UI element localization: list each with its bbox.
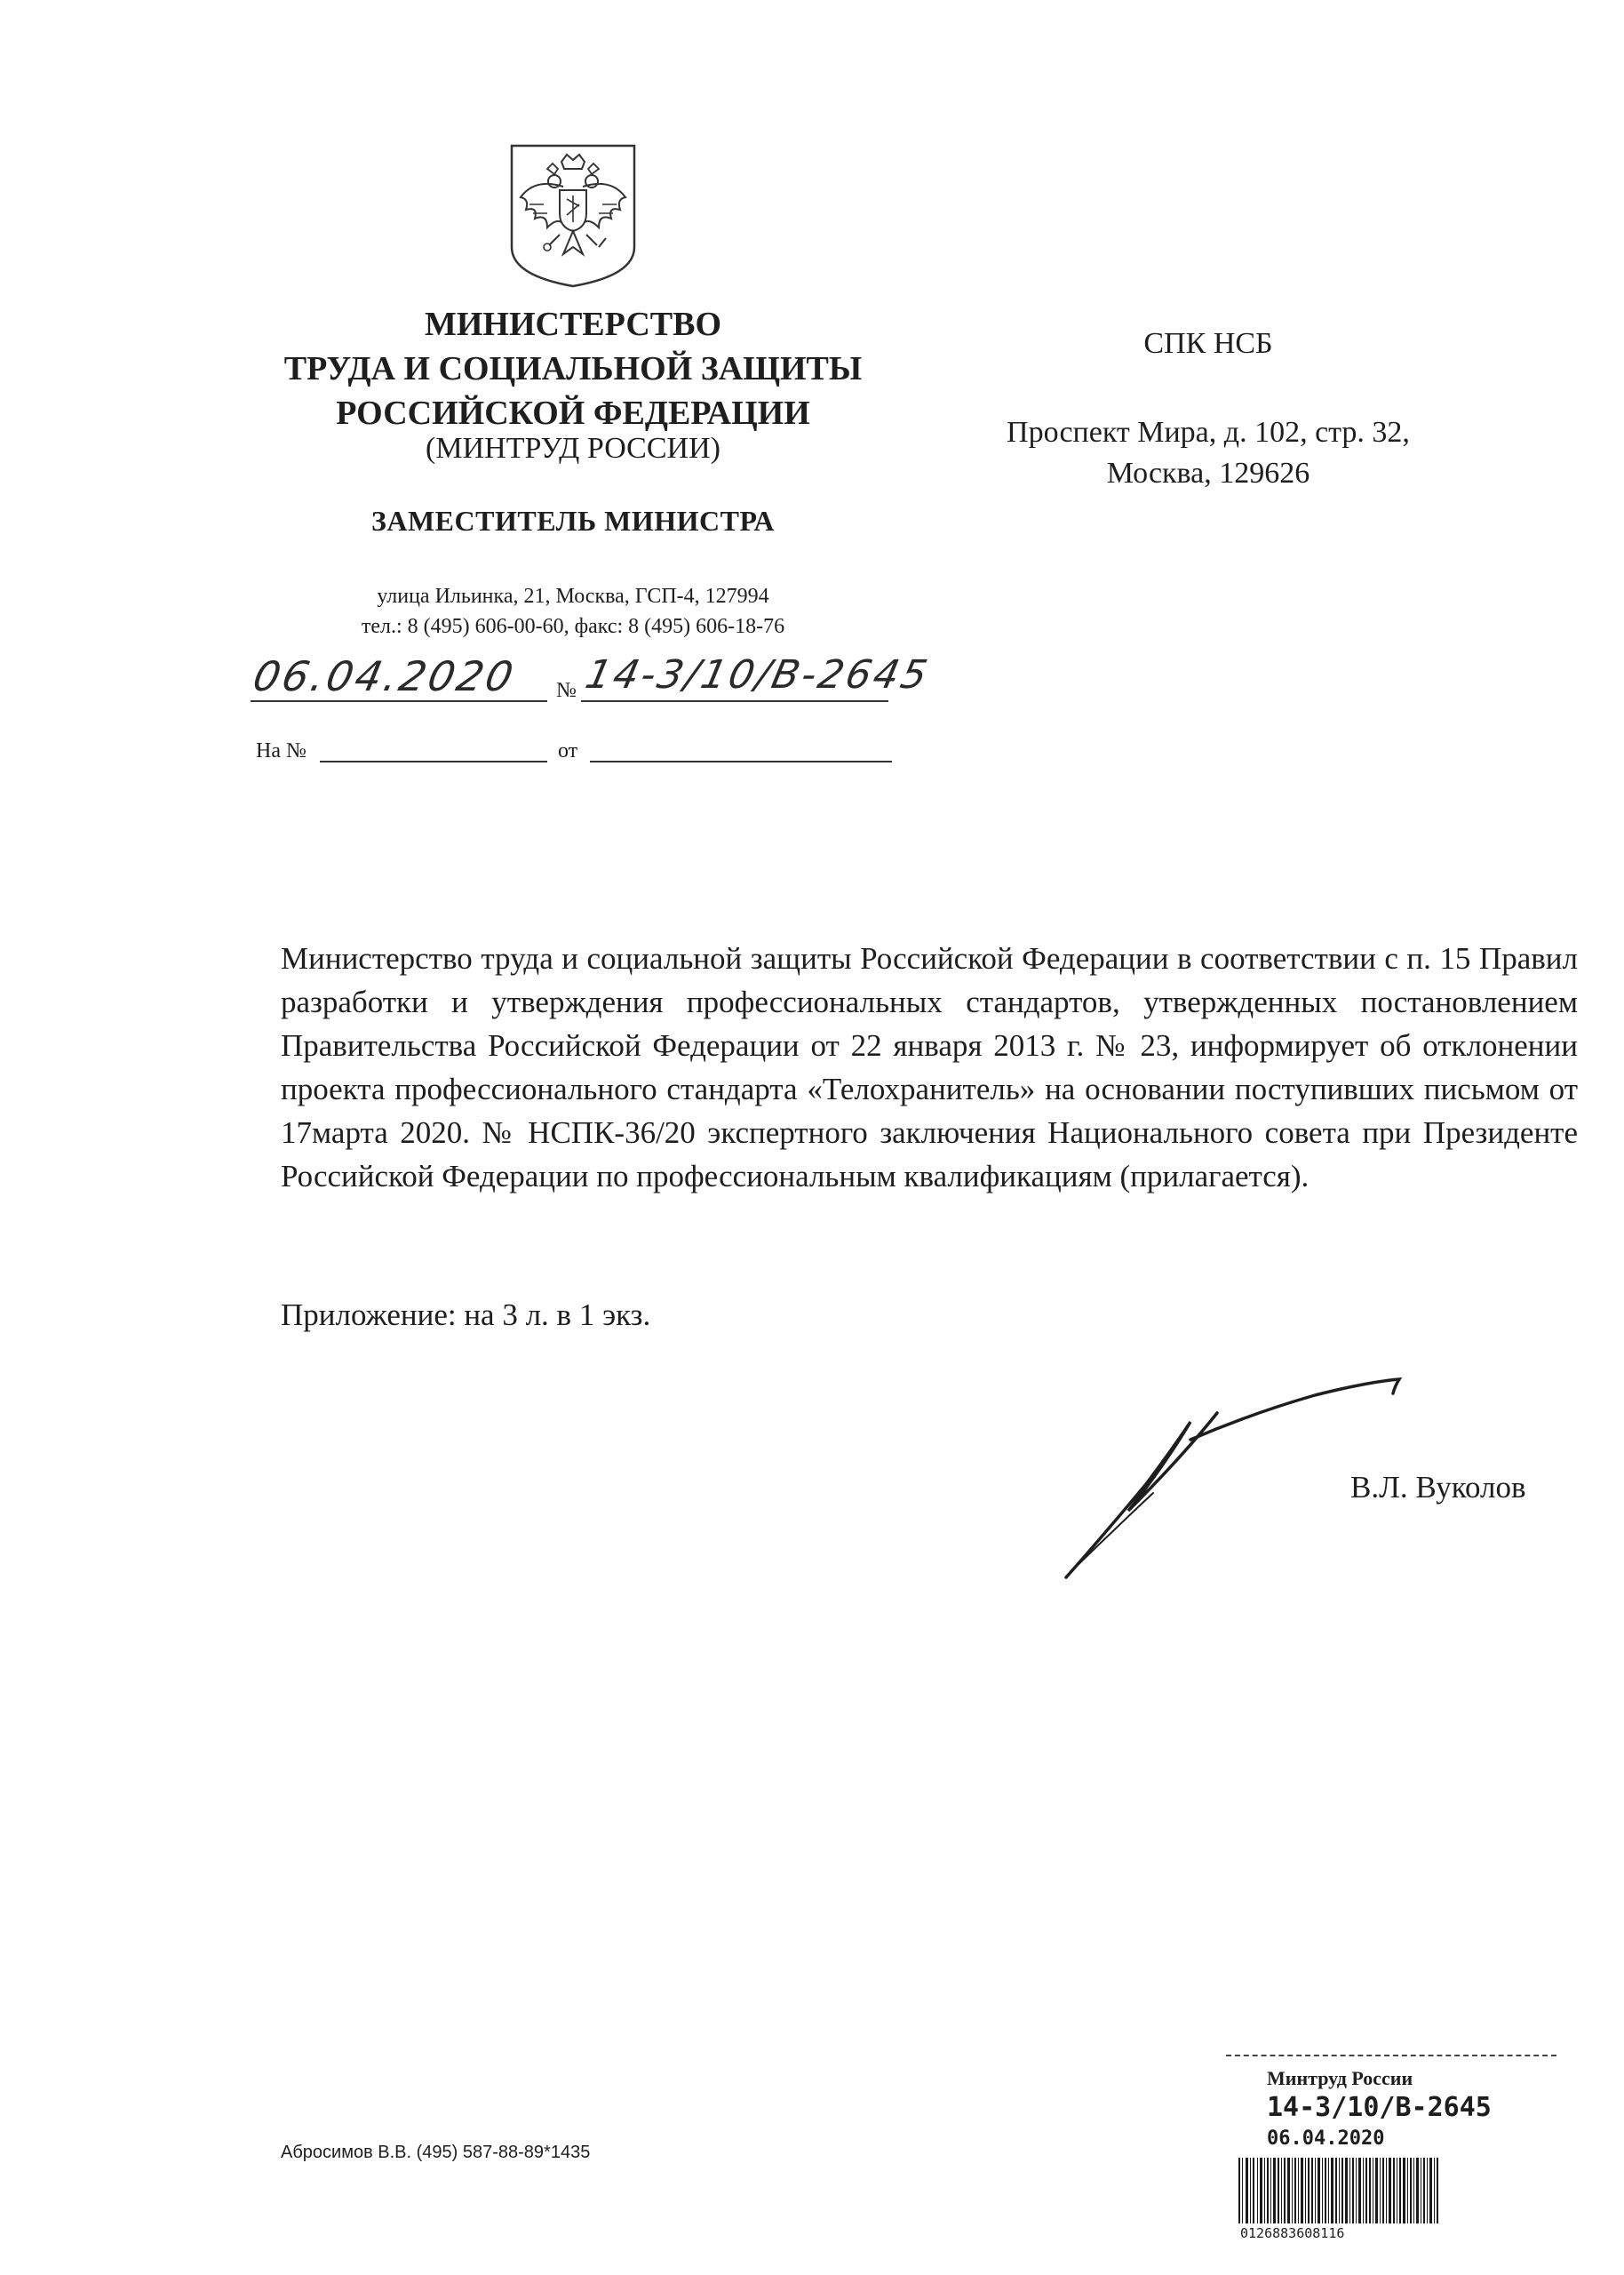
ministry-short-name: (МИНТРУД РОССИИ)	[426, 432, 720, 465]
ministry-name-line3: РОССИЙСКОЙ ФЕДЕРАЦИИ	[336, 395, 810, 432]
executor-info: Абросимов В.В. (495) 587-88-89*1435	[281, 2143, 591, 2162]
number-underline	[581, 700, 888, 702]
letter-number: 14-3/10/В-2645	[581, 652, 934, 698]
attachment-note: Приложение: на 3 л. в 1 экз.	[281, 1297, 651, 1332]
registration-stamp	[1226, 2051, 1556, 2255]
signer-name: В.Л. Вуколов	[1350, 1470, 1526, 1505]
stamp-barcode	[1237, 2158, 1441, 2223]
reference-date-field	[590, 761, 892, 762]
stamp-barcode-number: 0126883608116	[1240, 2225, 1345, 2241]
number-label: №	[556, 679, 577, 702]
body-paragraph: Министерство труда и социальной защиты Российской Федерации в соответствии с п. 15 Правил разработки и утверждения профессиональных стандартов, утвержденных постановлением Правительства Российской Федерации от 22 января 2013 г. № 23, информирует об отклонении проекта профессионального стандарта «Телохранитель» на основании поступивших письмом от 17марта 2020. № НСПК-36/20 экспертного заключения Национального совета при Президенте Российской Федерации по профессиональным квалификациям (прилагается).	[281, 941, 1578, 1193]
letter-body	[281, 937, 1578, 1198]
ministry-name-line2: ТРУДА И СОЦИАЛЬНОЙ ЗАЩИТЫ	[283, 350, 863, 387]
stamp-organization: Минтруд России	[1267, 2067, 1413, 2089]
ministry-phones: тел.: 8 (495) 606-00-60, факс: 8 (495) 606-18-76	[361, 615, 785, 638]
reference-number-field	[320, 761, 547, 762]
letter-date: 06.04.2020	[249, 652, 521, 700]
ministry-name-line1: МИНИСТЕРСТВО	[424, 306, 722, 343]
stamp-date: 06.04.2020	[1267, 2127, 1385, 2150]
stamp-top-rule	[1226, 2055, 1556, 2056]
reference-label: На №	[256, 739, 306, 762]
reference-from-label: от	[558, 739, 578, 762]
recipient-name: СПК НСБ	[1143, 327, 1273, 360]
recipient-address-line1: Проспект Мира, д. 102, стр. 32,	[1007, 416, 1410, 449]
ministry-address: улица Ильинка, 21, Москва, ГСП-4, 127994	[377, 585, 769, 608]
date-underline	[251, 700, 547, 702]
position-title: ЗАМЕСТИТЕЛЬ МИНИСТРА	[370, 505, 776, 537]
recipient-address-line2: Москва, 129626	[1106, 457, 1310, 490]
coat-of-arms-icon	[508, 142, 638, 290]
stamp-number: 14-3/10/В-2645	[1267, 2092, 1492, 2123]
